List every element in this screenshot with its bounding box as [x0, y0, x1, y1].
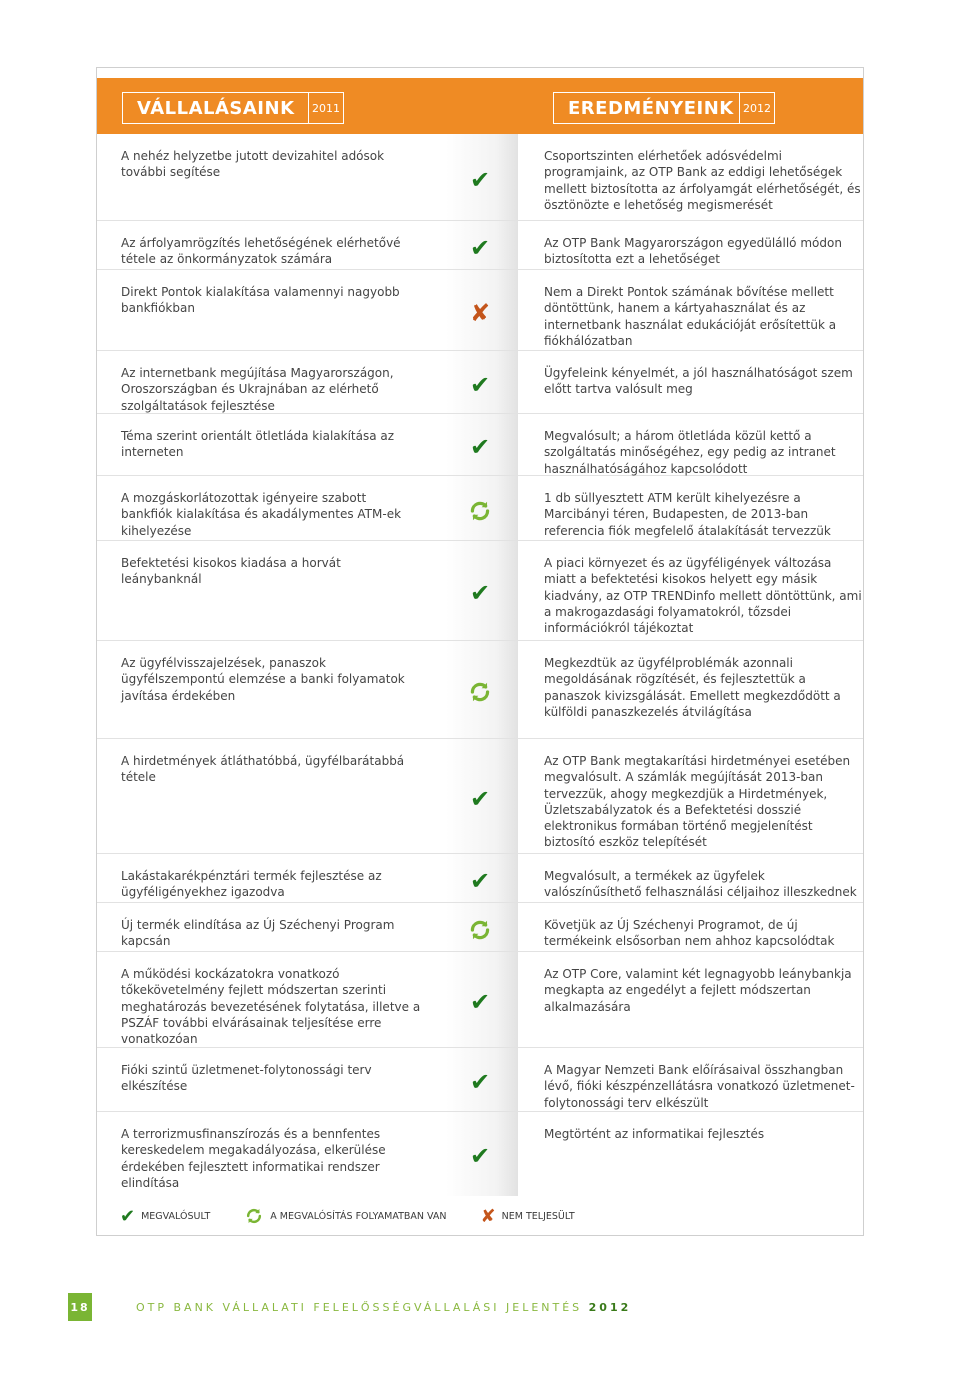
checkmark-icon: ✔	[120, 1205, 136, 1227]
commitment-text: Új termék elindítása az Új Széchenyi Program kapcsán	[121, 918, 395, 949]
checkmark-icon: ✔	[469, 867, 491, 895]
result-text: A piaci környezet és az ügyféligények változása miatt a befektetési kisokos helyett egy másik kiadvány, az OTP TRENDinfo mellett döntöttünk, ami a makrogazdasági folyamatokról, tőzsdei információkról tájékoztat	[544, 556, 862, 636]
commitment-text: Téma szerint orientált ötletláda kialakítása az interneten	[121, 429, 395, 460]
table-row	[97, 739, 863, 854]
header-banner	[97, 78, 863, 134]
legend	[120, 1205, 609, 1227]
checkmark-icon: ✔	[469, 166, 491, 194]
checkmark-icon: ✔	[469, 433, 491, 461]
commitment-text: Befektetési kisokos kiadása a horvát leánybanknál	[121, 556, 341, 587]
legend-done-label: MEGVALÓSULT	[141, 1210, 211, 1222]
commitment-text: A nehéz helyzetbe jutott devizahitel adósok további segítése	[121, 149, 385, 180]
commitment-text: Direkt Pontok kialakítása valamennyi nagyobb bankfiókban	[121, 285, 400, 316]
result-text: Csoportszinten elérhetőek adósvédelmi programjaink, az OTP Bank az eddigi lehetőségek mellett biztosította az árfolyamgát elérhetőségét, és ösztönözte e lehetőség megismerését	[544, 149, 861, 212]
commitment-text: A terrorizmusfinanszírozás és a bennfentes kereskedelem megakadályozása, elkerülése érdekében fejlesztett informatikai rendszer elindítása	[121, 1127, 386, 1190]
legend-in-progress-label: A MEGVALÓSÍTÁS FOLYAMATBAN VAN	[270, 1210, 447, 1222]
checkmark-icon: ✔	[469, 988, 491, 1016]
result-text: Az OTP Bank megtakarítási hirdetményei esetében megvalósult. A számlák megújítását 2013-ban tervezzük, ahogy megkezdjük a Hirdetmények, Üzletszabályzatok és a Befektetési dosszié elektronikus formában történő megjelenítést biztosító eszköz telepítését	[544, 754, 851, 850]
legend-failed-label: NEM TELJESÜLT	[501, 1210, 575, 1222]
commitment-text: Fióki szintű üzletmenet-folytonossági terv elkészítése	[121, 1063, 372, 1094]
commitments-header	[122, 92, 344, 124]
commitment-text: Az ügyfélvisszajelzések, panaszok ügyfélszempontú elemzése a banki folyamatok javítása érdekében	[121, 656, 405, 703]
checkmark-icon: ✔	[469, 234, 491, 262]
checkmark-icon: ✔	[469, 785, 491, 813]
commitments-year: 2011	[308, 93, 343, 123]
commitment-text: Az árfolyamrögzítés lehetőségének elérhetővé tétele az önkormányzatok számára	[121, 236, 401, 267]
table-row	[97, 134, 863, 221]
checkmark-icon: ✔	[469, 579, 491, 607]
commitment-text: A hirdetmények átláthatóbbá, ügyfélbarátabbá tétele	[121, 754, 405, 785]
results-header	[553, 92, 775, 124]
table-row	[97, 903, 863, 952]
results-title: EREDMÉNYEINK	[568, 97, 734, 119]
checkmark-icon: ✔	[469, 371, 491, 399]
refresh-icon	[465, 915, 495, 945]
table-row	[97, 541, 863, 641]
result-text: Az OTP Bank Magyarországon egyedülálló módon biztosította ezt a lehetőséget	[544, 236, 842, 267]
cross-icon: ✘	[469, 299, 491, 327]
result-text: Az OTP Core, valamint két legnagyobb leánybankja megkapta az engedélyt a fejlett módszertan alkalmazására	[544, 967, 852, 1014]
commitment-text: Lakástakarékpénztári termék fejlesztése az ügyféligényekhez igazodva	[121, 869, 382, 900]
table-row	[97, 641, 863, 739]
cross-icon: ✘	[480, 1205, 496, 1227]
checkmark-icon: ✔	[469, 1142, 491, 1170]
result-text: Megtörtént az informatikai fejlesztés	[544, 1127, 765, 1141]
result-text: Nem a Direkt Pontok számának bővítése mellett döntöttünk, hanem a kártyahasználat és az internetbank használat edukációját erősítettük a fiókhálózatban	[544, 285, 837, 348]
table-row	[97, 1112, 863, 1196]
legend-failed	[481, 1206, 575, 1227]
table-row	[97, 351, 863, 414]
result-text: A Magyar Nemzeti Bank előírásaival összhangban lévő, fióki készpénzellátásra vonatkozó üzletmenet-folytonossági terv elkészült	[544, 1063, 855, 1110]
report-title	[136, 1301, 631, 1314]
commitment-text: Az internetbank megújítása Magyarországon, Oroszországban és Ukrajnában az elérhető szolgáltatások fejlesztése	[121, 366, 394, 413]
result-text: Megvalósult, a termékek az ügyfelek valószínűsíthető felhasználási céljaihoz illeszkednek	[544, 869, 857, 900]
result-text: 1 db süllyesztett ATM került kihelyezésre a Marcibányi téren, Budapesten, de 2013-ban referencia fiók megfelelő átalakítását tervezzük	[544, 491, 831, 538]
refresh-icon	[465, 677, 495, 707]
refresh-icon	[465, 496, 495, 526]
result-text: Megkezdtük az ügyfélproblémák azonnali megoldásának rögzítését, és fejlesztettük a panaszok kivizsgálását. Emellett megkezdődött a külföldi panaszkezelés átvilágítása	[544, 656, 841, 719]
table-row	[97, 414, 863, 476]
report-title-text: OTP BANK VÁLLALATI FELELŐSSÉGVÁLLALÁSI JELENTÉS	[136, 1300, 583, 1314]
results-year: 2012	[739, 93, 774, 123]
refresh-icon	[244, 1206, 264, 1226]
checkmark-icon: ✔	[469, 1068, 491, 1096]
commitments-title: VÁLLALÁSAINK	[137, 97, 295, 119]
result-text: Ügyfeleink kényelmét, a jól használhatóságot szem előtt tartva valósult meg	[544, 366, 853, 397]
table-row	[97, 221, 863, 270]
table-row	[97, 270, 863, 351]
table-row	[97, 952, 863, 1048]
table-row	[97, 854, 863, 903]
table-row	[97, 476, 863, 541]
page-number: 18	[68, 1293, 92, 1321]
legend-done	[120, 1206, 210, 1227]
result-text: Követjük az Új Széchenyi Programot, de új termékeink elsősorban nem ahhoz kapcsolódtak	[544, 918, 835, 949]
page-footer	[68, 1293, 631, 1321]
commitment-text: A működési kockázatokra vonatkozó tőkekövetelmény fejlett módszertan szerinti meghatározás bevezetésének folytatása, illetve a PSZÁF további elvárásainak teljesítése erre vonatkozóan	[121, 967, 421, 1047]
result-text: Megvalósult; a három ötletláda közül kettő a szolgáltatás minőségéhez, egy pedig az intranet használhatóságához kapcsolódott	[544, 429, 836, 476]
legend-in-progress	[244, 1206, 446, 1226]
commitment-text: A mozgáskorlátozottak igényeire szabott bankfiók kialakítása és akadálymentes ATM-ek kihelyezése	[121, 491, 402, 538]
report-year: 2012	[588, 1300, 632, 1314]
table-row	[97, 1048, 863, 1112]
